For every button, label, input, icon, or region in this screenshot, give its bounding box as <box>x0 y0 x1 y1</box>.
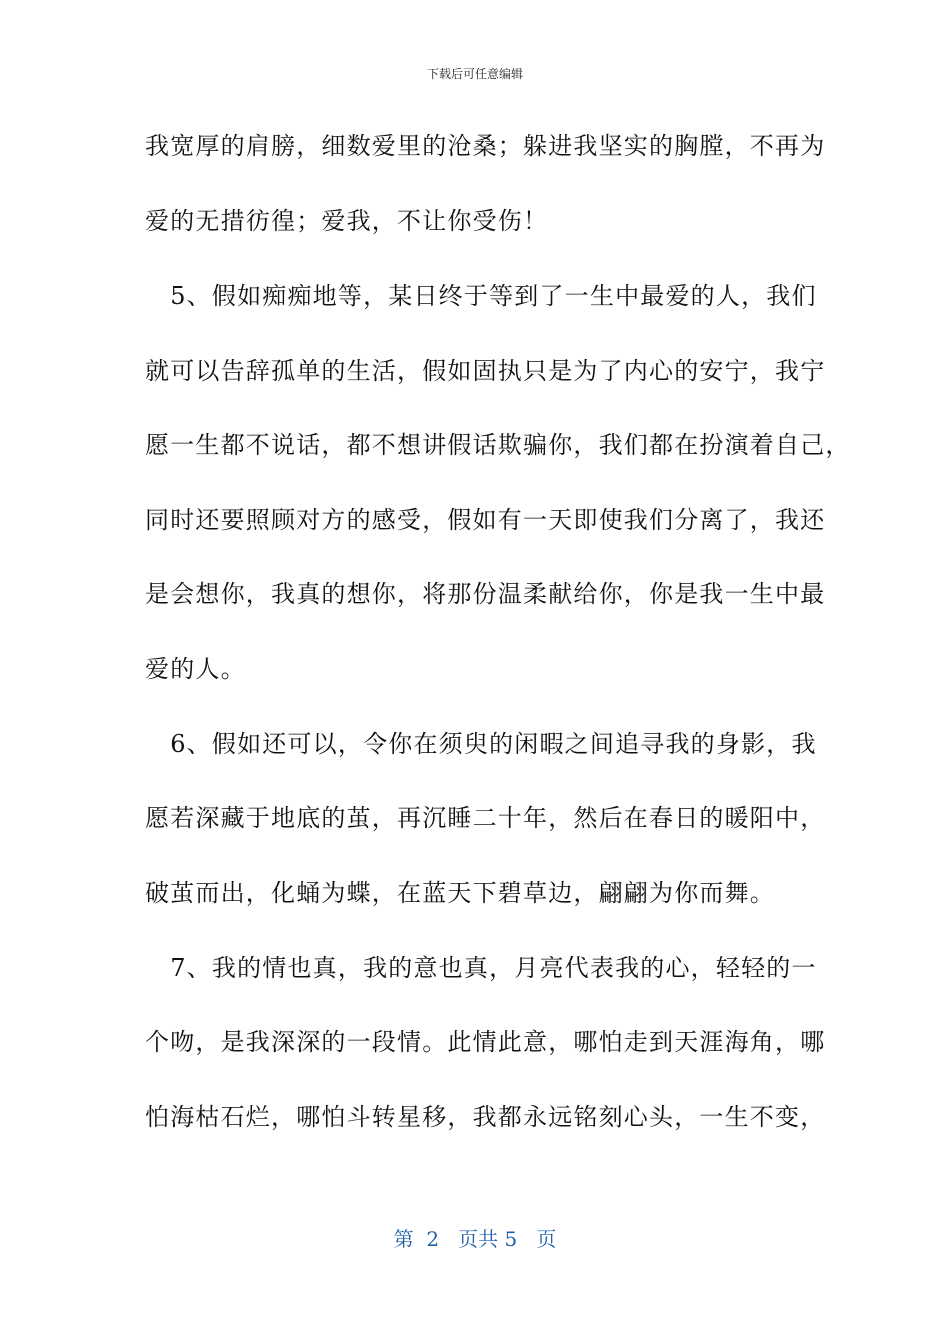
body-line-14: 怕海枯石烂，哪怕斗转星移，我都永远铭刻心头，一生不变， <box>145 1103 826 1131</box>
body-line-7: 是会想你，我真的想你，将那份温柔献给你，你是我一生中最 <box>145 580 826 608</box>
body-line-4: 就可以告辞孤单的生活，假如固执只是为了内心的安宁，我宁 <box>145 357 826 385</box>
body-line-10: 愿若深藏于地底的茧，再沉睡二十年，然后在春日的暖阳中， <box>145 804 826 832</box>
body-line-11: 破茧而出，化蛹为蝶，在蓝天下碧草边，翩翩为你而舞。 <box>145 879 775 907</box>
body-line-1: 我宽厚的肩膀，细数爱里的沧桑；躲进我坚实的胸膛，不再为 <box>145 132 826 160</box>
body-line-8: 爱的人。 <box>145 655 246 683</box>
body-line-13: 个吻，是我深深的一段情。此情此意，哪怕走到天涯海角，哪 <box>145 1028 826 1056</box>
body-line-3: 5、假如痴痴地等，某日终于等到了一生中最爱的人，我们 <box>145 282 817 310</box>
body-line-6: 同时还要照顾对方的感受，假如有一天即使我们分离了，我还 <box>145 506 826 534</box>
body-line-12: 7、我的情也真，我的意也真，月亮代表我的心，轻轻的一 <box>145 954 817 982</box>
body-line-9: 6、假如还可以，令你在须臾的闲暇之间追寻我的身影，我 <box>145 730 817 758</box>
body-line-5: 愿一生都不说话，都不想讲假话欺骗你，我们都在扮演着自己， <box>145 431 851 459</box>
body-line-2: 爱的无措彷徨；爱我，不让你受伤！ <box>145 207 549 235</box>
page-header: 下载后可任意编辑 <box>426 67 523 81</box>
page-number-footer: 第 2 页共 5 页 <box>393 1227 557 1251</box>
